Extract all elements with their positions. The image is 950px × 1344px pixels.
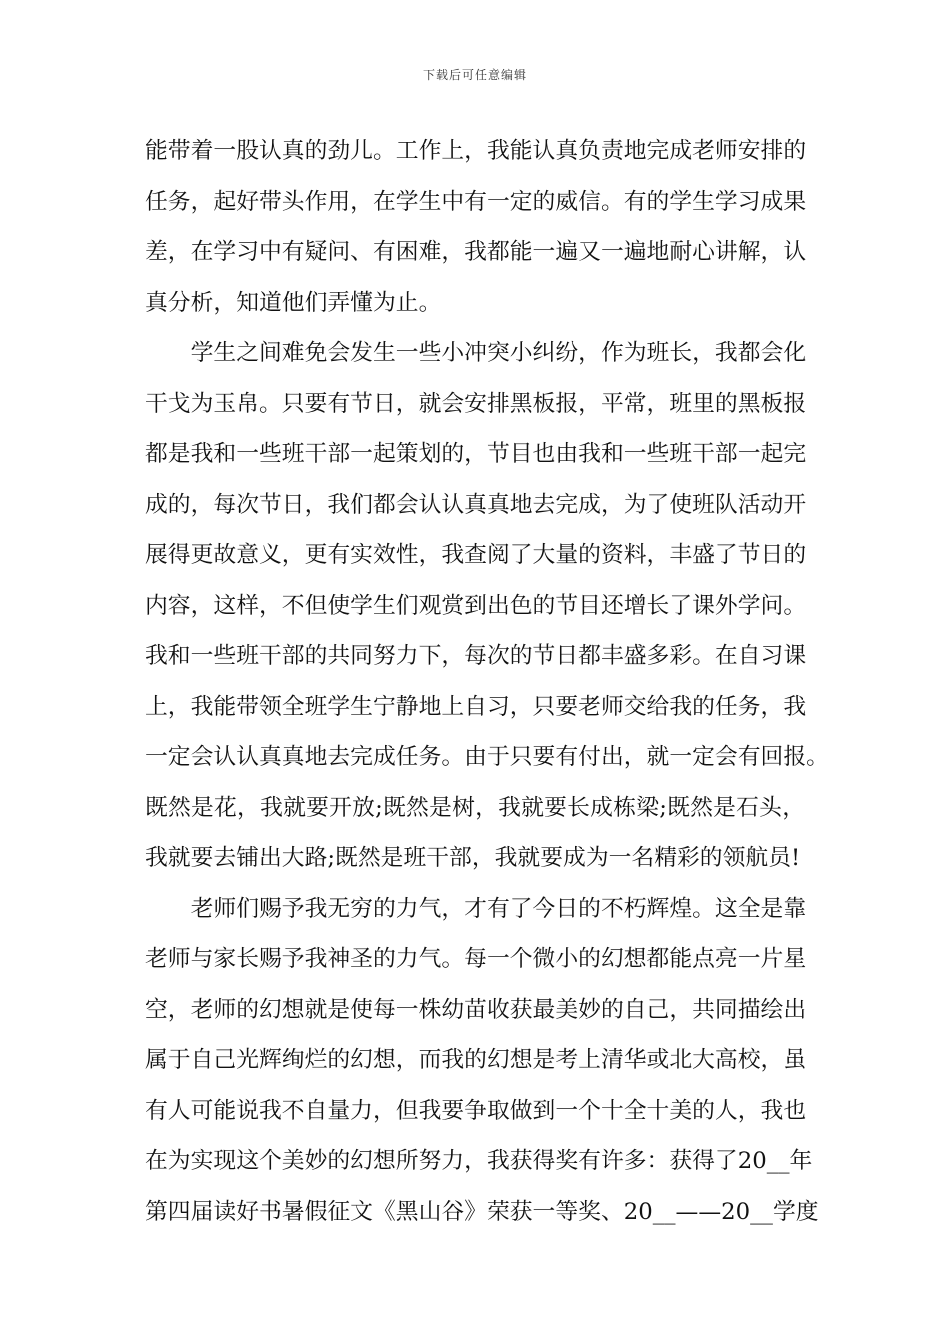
text-line: 差，在学习中有疑问、有困难，我都能一遍又一遍地耐心讲解，认 bbox=[145, 239, 807, 265]
text-line: 我和一些班干部的共同努力下，每次的节日都丰盛多彩。在自习课 bbox=[145, 643, 807, 669]
page-header: 下载后可任意编辑 bbox=[422, 68, 527, 82]
text-line: 一定会认认真真地去完成任务。由于只要有付出，就一定会有回报。 bbox=[145, 744, 829, 770]
text-line: 干戈为玉帛。只要有节日，就会安排黑板报，平常，班里的黑板报 bbox=[145, 390, 807, 417]
text-line: 上，我能带领全班学生宁静地上自习，只要老师交给我的任务，我 bbox=[145, 693, 807, 720]
text-line: 都是我和一些班干部一起策划的，节目也由我和一些班干部一起完 bbox=[145, 441, 807, 467]
text-line: 展得更故意义，更有实效性，我查阅了大量的资料，丰盛了节日的 bbox=[145, 542, 807, 568]
text-line: 老师们赐予我无穷的力气，才有了今日的不朽辉煌。这全是靠 bbox=[145, 895, 807, 922]
text-line: 能带着一股认真的劲儿。工作上，我能认真负责地完成老师安排的 bbox=[145, 138, 807, 164]
text-line: 第四届读好书暑假征文《黑山谷》荣获一等奖、20__——20__学度 bbox=[145, 1198, 819, 1225]
text-line: 在为实现这个美妙的幻想所努力，我获得奖有许多：获得了20__年 bbox=[145, 1148, 813, 1174]
text-line: 属于自己光辉绚烂的幻想，而我的幻想是考上清华或北大高校，虽 bbox=[145, 1047, 807, 1073]
text-line: 学生之间难免会发生一些小冲突小纠纷，作为班长，我都会化 bbox=[145, 340, 807, 366]
text-line: 既然是花，我就要开放;既然是树，我就要长成栋梁;既然是石头， bbox=[145, 794, 805, 821]
text-line: 我就要去铺出大路;既然是班干部，我就要成为一名精彩的领航员! bbox=[145, 845, 801, 871]
text-line: 老师与家长赐予我神圣的力气。每一个微小的幻想都能点亮一片星 bbox=[145, 946, 807, 972]
text-line: 任务，起好带头作用，在学生中有一定的威信。有的学生学习成果 bbox=[145, 188, 807, 215]
text-line: 真分析，知道他们弄懂为止。 bbox=[145, 289, 442, 316]
text-line: 成的，每次节日，我们都会认认真真地去完成，为了使班队活动开 bbox=[145, 491, 807, 518]
text-line: 有人可能说我不自量力，但我要争取做到一个十全十美的人，我也 bbox=[145, 1097, 807, 1124]
text-line: 空，老师的幻想就是使每一株幼苗收获最美妙的自己，共同描绘出 bbox=[145, 996, 807, 1023]
document-body bbox=[145, 128, 829, 1239]
text-line: 内容，这样，不但使学生们观赏到出色的节目还增长了课外学问。 bbox=[145, 592, 807, 619]
